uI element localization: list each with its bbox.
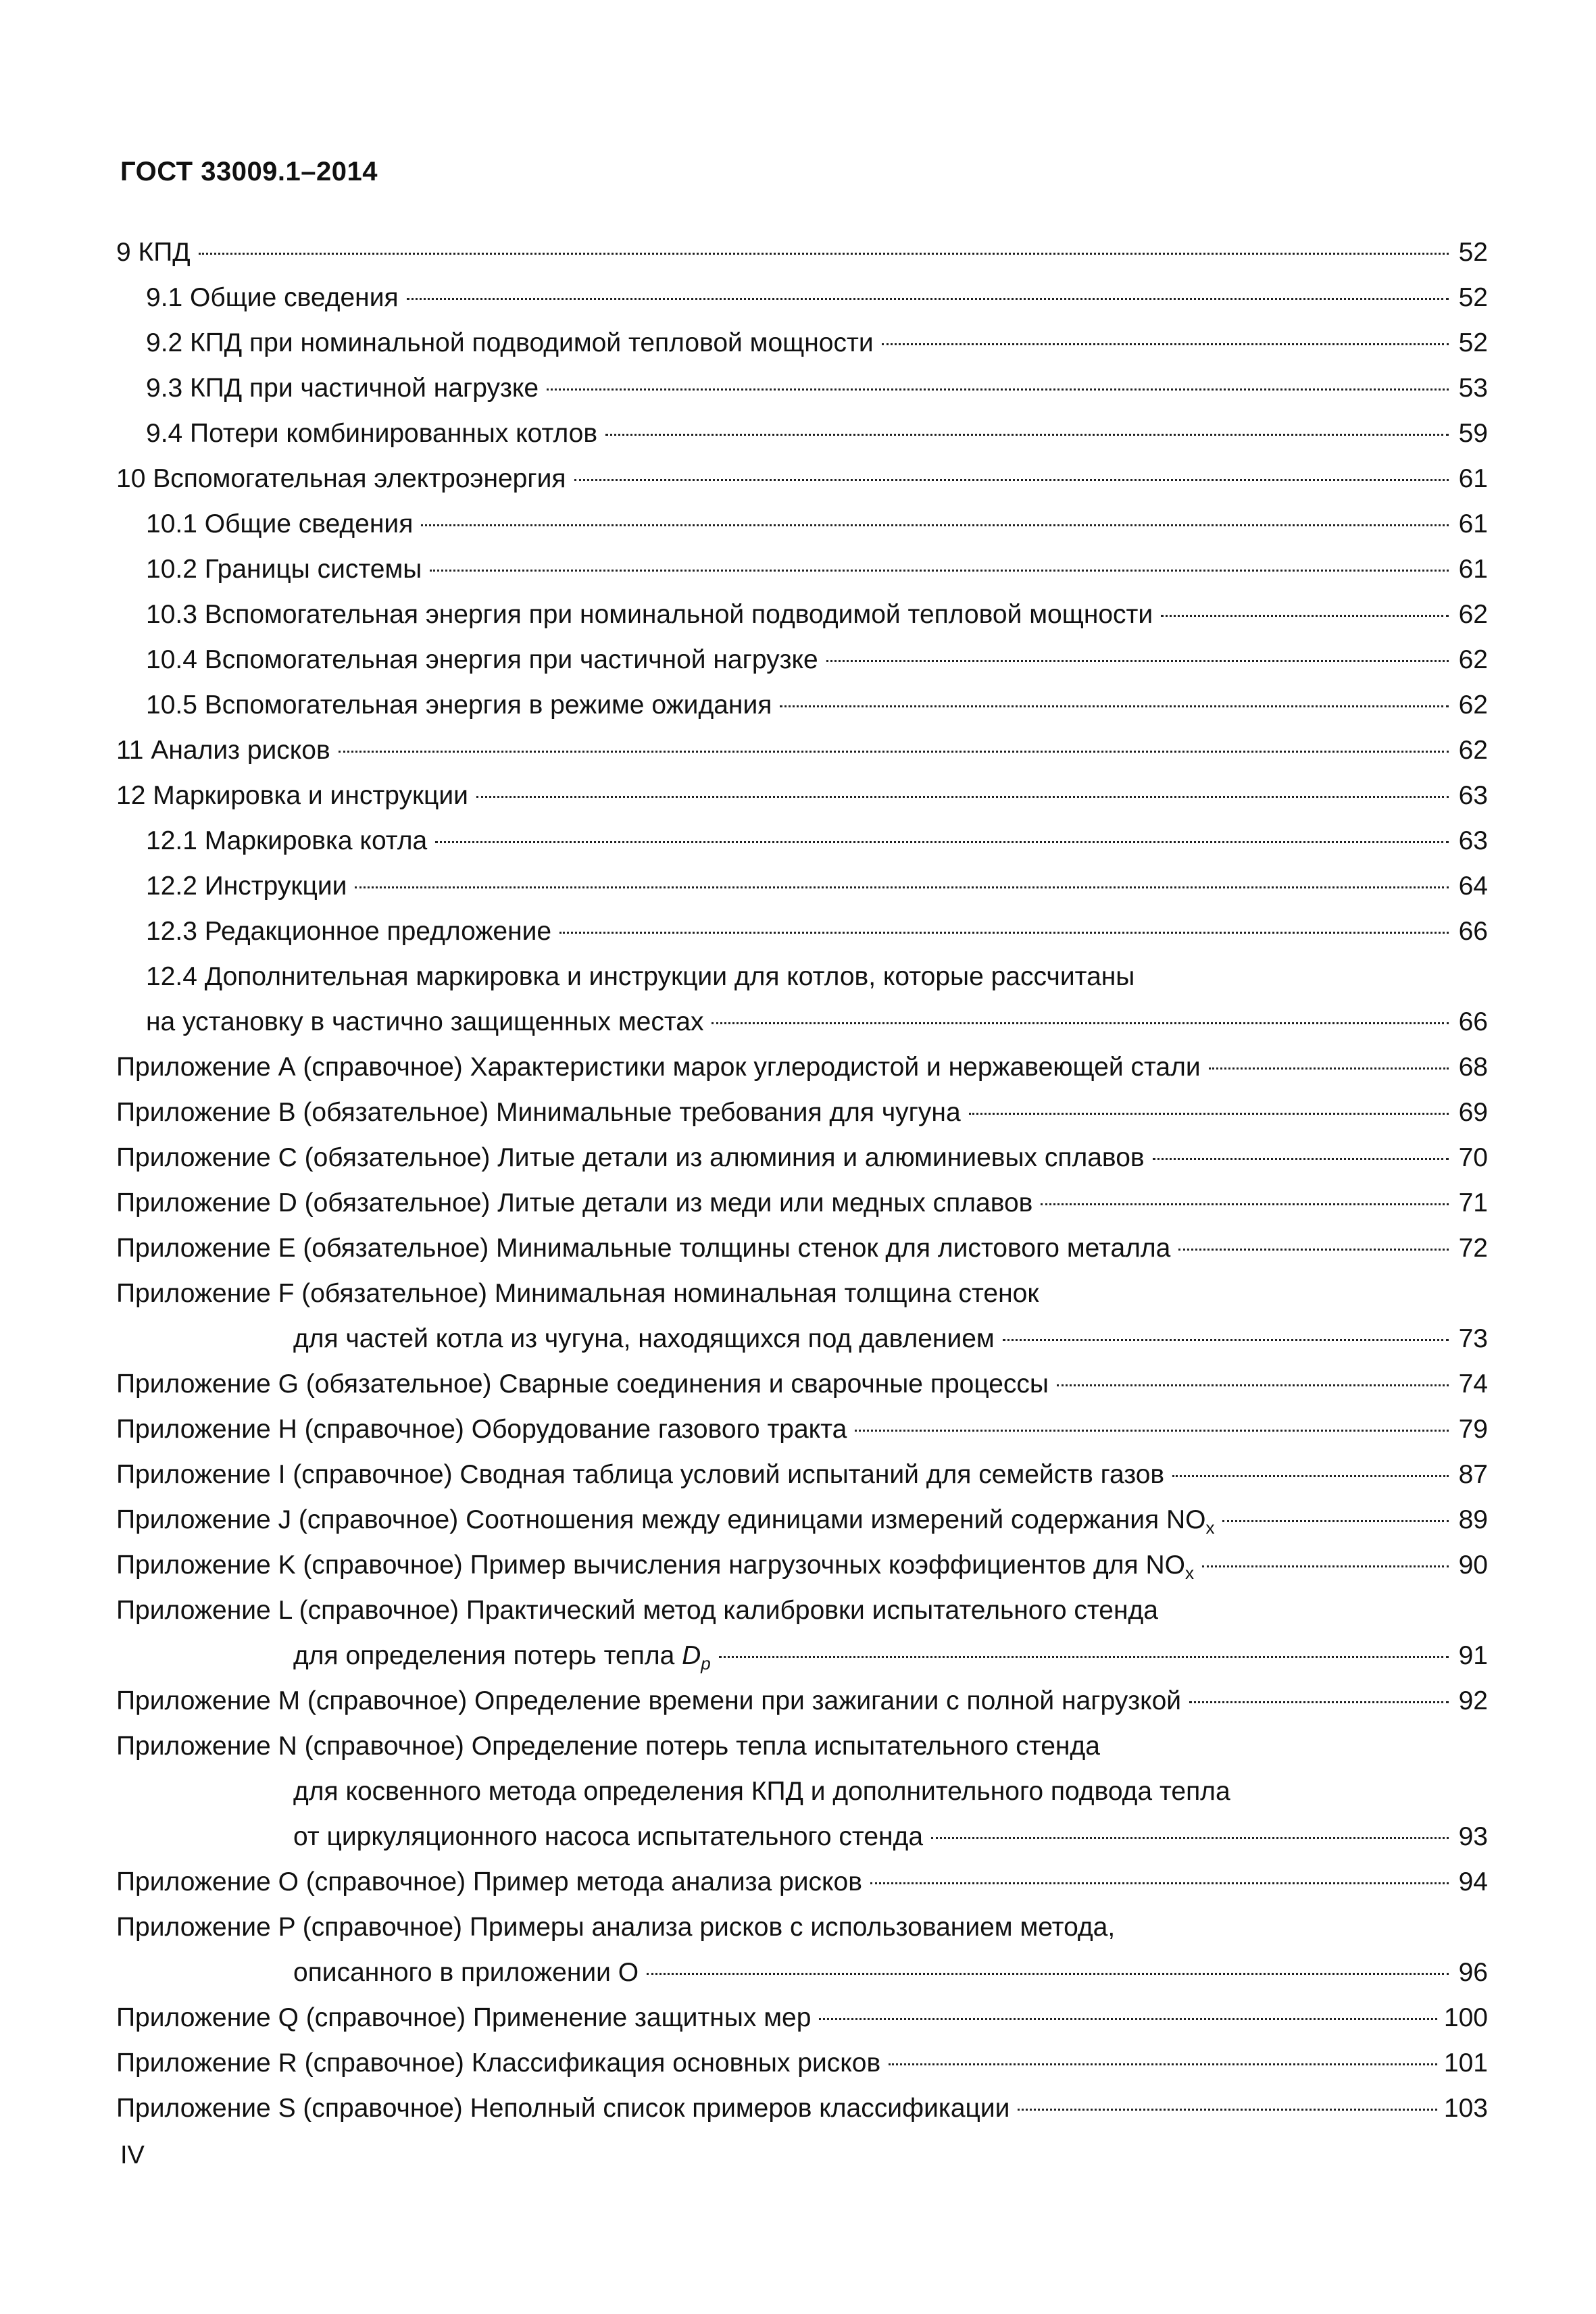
toc-leader-dots bbox=[882, 343, 1449, 345]
toc-item[interactable] bbox=[116, 773, 1488, 818]
toc-leader-dots bbox=[407, 298, 1449, 300]
toc-item-page: 53 bbox=[1458, 374, 1488, 403]
toc-appendix[interactable] bbox=[116, 1361, 1488, 1407]
toc-leader-dots bbox=[476, 796, 1449, 798]
toc-item-first-line[interactable] bbox=[116, 954, 1488, 999]
toc-title-text: Приложение K (справочное) Пример вычисления нагрузочных коэффициентов для NO bbox=[116, 1551, 1185, 1580]
toc-item-title bbox=[116, 1542, 1198, 1588]
toc-item[interactable] bbox=[116, 366, 1488, 411]
toc-item[interactable] bbox=[116, 637, 1488, 682]
toc-leader-dots bbox=[574, 479, 1449, 481]
toc-item-page: 79 bbox=[1458, 1415, 1488, 1444]
toc-item-page: 101 bbox=[1443, 2048, 1488, 2078]
toc-item-title: Приложение L (справочное) Практический метод калибровки испытательного стенда bbox=[116, 1596, 1158, 1625]
toc-item-page: 61 bbox=[1458, 555, 1488, 584]
toc-item-page: 72 bbox=[1458, 1234, 1488, 1263]
toc-item-title-continuation: для косвенного метода определения КПД и дополнительного подвода тепла bbox=[293, 1777, 1230, 1806]
toc-item-page: 66 bbox=[1458, 1007, 1488, 1036]
toc-appendix[interactable] bbox=[116, 1045, 1488, 1090]
page-number: IV bbox=[120, 2141, 145, 2169]
toc-leader-dots bbox=[1222, 1520, 1449, 1522]
toc-item-page: 62 bbox=[1458, 690, 1488, 720]
toc-appendix-first-line[interactable] bbox=[116, 1271, 1488, 1316]
toc-item-page: 70 bbox=[1458, 1143, 1488, 1172]
toc-item-page: 64 bbox=[1458, 872, 1488, 901]
toc-item-page: 61 bbox=[1458, 509, 1488, 538]
toc-leader-dots bbox=[931, 1837, 1449, 1839]
toc-item-title: 12.3 Редакционное предложение bbox=[146, 917, 552, 946]
toc-item-title: Приложение N (справочное) Определение потерь тепла испытательного стенда bbox=[116, 1732, 1100, 1761]
toc-item-title: 11 Анализ рисков bbox=[116, 736, 330, 765]
toc-item-page: 61 bbox=[1458, 464, 1488, 493]
toc-item-title: Приложение М (справочное) Определение времени при зажигании с полной нагрузкой bbox=[116, 1686, 1182, 1715]
toc-item-title-continuation: на установку в частично защищенных местах bbox=[146, 1007, 704, 1036]
subscript: p bbox=[701, 1653, 711, 1674]
toc-leader-dots bbox=[1209, 1067, 1449, 1070]
toc-item-page: 52 bbox=[1458, 328, 1488, 357]
toc-leader-dots bbox=[969, 1113, 1449, 1115]
toc-item-title: Приложение В (обязательное) Минимальные требования для чугуна bbox=[116, 1098, 961, 1127]
toc-item-page: 94 bbox=[1458, 1867, 1488, 1896]
toc-appendix-continuation[interactable] bbox=[116, 1814, 1488, 1859]
toc-appendix[interactable] bbox=[116, 1542, 1488, 1588]
toc-item-title-continuation bbox=[293, 1633, 715, 1678]
document-code-header: ГОСТ 33009.1–2014 bbox=[120, 157, 378, 186]
toc-appendix[interactable] bbox=[116, 1226, 1488, 1271]
toc-leader-dots bbox=[199, 253, 1449, 255]
toc-item[interactable] bbox=[116, 818, 1488, 863]
toc-title-text: для определения потерь тепла bbox=[293, 1641, 675, 1670]
toc-leader-dots bbox=[1202, 1565, 1449, 1567]
toc-item[interactable] bbox=[116, 682, 1488, 728]
toc-item-title: 9.1 Общие сведения bbox=[146, 283, 399, 312]
toc-leader-dots bbox=[1153, 1158, 1449, 1160]
toc-item-title: Приложение F (обязательное) Минимальная номинальная толщина стенок bbox=[116, 1279, 1039, 1308]
toc-item-page: 100 bbox=[1443, 2003, 1488, 2032]
toc-item-title: 10 Вспомогательная электроэнергия bbox=[116, 464, 566, 493]
toc-item-page: 71 bbox=[1458, 1188, 1488, 1217]
subscript: x bbox=[1184, 1563, 1194, 1583]
toc-leader-dots bbox=[559, 932, 1449, 934]
toc-item-title-continuation: от циркуляционного насоса испытательного стенда bbox=[293, 1822, 924, 1851]
toc-appendix-continuation bbox=[116, 1769, 1488, 1814]
toc-leader-dots bbox=[780, 705, 1449, 707]
toc-leader-dots bbox=[826, 660, 1449, 662]
toc-item-title: 9.4 Потери комбинированных котлов bbox=[146, 419, 598, 448]
toc-item-page: 90 bbox=[1458, 1551, 1488, 1580]
toc-item[interactable] bbox=[116, 411, 1488, 456]
toc-item-page: 62 bbox=[1458, 600, 1488, 629]
toc-item[interactable] bbox=[116, 320, 1488, 366]
toc-item-title: Приложение S (справочное) Неполный список примеров классификации bbox=[116, 2094, 1010, 2123]
toc-item-title: 10.5 Вспомогательная энергия в режиме ожидания bbox=[146, 690, 772, 720]
toc-item-page: 73 bbox=[1458, 1324, 1488, 1353]
toc-item-title: 10.2 Границы системы bbox=[146, 555, 422, 584]
toc-item-title: 10.4 Вспомогательная энергия при частичной нагрузке bbox=[146, 645, 818, 674]
toc-item-page: 52 bbox=[1458, 238, 1488, 267]
toc-item-page: 87 bbox=[1458, 1460, 1488, 1489]
toc-item-page: 52 bbox=[1458, 283, 1488, 312]
toc-item-page: 63 bbox=[1458, 781, 1488, 810]
toc-item-title: 10.1 Общие сведения bbox=[146, 509, 414, 538]
toc-leader-dots bbox=[435, 841, 1449, 843]
toc-leader-dots bbox=[430, 570, 1449, 572]
toc-leader-dots bbox=[1161, 615, 1449, 617]
toc-item-title-continuation: для частей котла из чугуна, находящихся под давлением bbox=[293, 1324, 995, 1353]
toc-leader-dots bbox=[712, 1022, 1449, 1024]
toc-leader-dots bbox=[1041, 1203, 1449, 1205]
toc-item-title bbox=[116, 1497, 1218, 1542]
toc-item[interactable] bbox=[116, 592, 1488, 637]
table-of-contents bbox=[116, 230, 1488, 2131]
toc-item-title: 12 Маркировка и инструкции bbox=[116, 781, 468, 810]
toc-item-title: 9.2 КПД при номинальной подводимой тепловой мощности bbox=[146, 328, 874, 357]
toc-leader-dots bbox=[719, 1656, 1449, 1658]
toc-appendix[interactable] bbox=[116, 1090, 1488, 1135]
toc-appendix[interactable] bbox=[116, 1180, 1488, 1226]
toc-item-title: 10.3 Вспомогательная энергия при номинальной подводимой тепловой мощности bbox=[146, 600, 1153, 629]
toc-leader-dots bbox=[421, 524, 1449, 526]
toc-item-continuation[interactable] bbox=[116, 999, 1488, 1045]
toc-item-page: 66 bbox=[1458, 917, 1488, 946]
toc-appendix[interactable] bbox=[116, 1859, 1488, 1905]
toc-leader-dots bbox=[855, 1430, 1449, 1432]
toc-appendix-first-line[interactable] bbox=[116, 1724, 1488, 1769]
toc-appendix-continuation[interactable] bbox=[116, 1316, 1488, 1361]
toc-appendix-continuation[interactable] bbox=[116, 1950, 1488, 1995]
toc-item-title: Приложение Е (обязательное) Минимальные толщины стенок для листового металла bbox=[116, 1234, 1171, 1263]
italic-symbol: D bbox=[682, 1641, 701, 1670]
toc-item-title: Приложение О (справочное) Пример метода анализа рисков bbox=[116, 1867, 862, 1896]
toc-item-title-continuation: описанного в приложении О bbox=[293, 1958, 639, 1987]
toc-item[interactable] bbox=[116, 456, 1488, 501]
toc-item[interactable] bbox=[116, 275, 1488, 320]
toc-leader-dots bbox=[547, 388, 1449, 391]
toc-item-title: Приложение G (обязательное) Сварные соединения и сварочные процессы bbox=[116, 1369, 1049, 1399]
toc-leader-dots bbox=[1003, 1339, 1449, 1341]
toc-item-title: 9 КПД bbox=[116, 238, 191, 267]
toc-item-title: Приложение I (справочное) Сводная таблица условий испытаний для семейств газов bbox=[116, 1460, 1165, 1489]
toc-item[interactable] bbox=[116, 547, 1488, 592]
toc-item-title: Приложение R (справочное) Классификация основных рисков bbox=[116, 2048, 881, 2078]
toc-leader-dots bbox=[1018, 2109, 1437, 2111]
toc-item-page: 74 bbox=[1458, 1369, 1488, 1399]
toc-item[interactable] bbox=[116, 863, 1488, 909]
toc-leader-dots bbox=[647, 1973, 1449, 1975]
toc-item-title: Приложение Q (справочное) Применение защитных мер bbox=[116, 2003, 812, 2032]
toc-appendix-continuation[interactable] bbox=[116, 1633, 1488, 1678]
toc-item-title: 9.3 КПД при частичной нагрузке bbox=[146, 374, 539, 403]
toc-leader-dots bbox=[1189, 1701, 1449, 1703]
subscript: x bbox=[1205, 1517, 1215, 1538]
toc-item-title: 12.1 Маркировка котла bbox=[146, 826, 428, 855]
toc-item-page: 69 bbox=[1458, 1098, 1488, 1127]
toc-appendix[interactable] bbox=[116, 2086, 1488, 2131]
toc-leader-dots bbox=[819, 2018, 1437, 2020]
toc-leader-dots bbox=[1057, 1384, 1449, 1386]
toc-appendix[interactable] bbox=[116, 1497, 1488, 1542]
toc-item-page: 89 bbox=[1458, 1505, 1488, 1534]
toc-item-title: Приложение P (справочное) Примеры анализа рисков с использованием метода, bbox=[116, 1913, 1116, 1942]
toc-item[interactable] bbox=[116, 909, 1488, 954]
toc-item-page: 93 bbox=[1458, 1822, 1488, 1851]
toc-item-page: 96 bbox=[1458, 1958, 1488, 1987]
toc-item-page: 63 bbox=[1458, 826, 1488, 855]
toc-item[interactable] bbox=[116, 501, 1488, 547]
toc-item-page: 62 bbox=[1458, 645, 1488, 674]
toc-item-title: 12.4 Дополнительная маркировка и инструкции для котлов, которые рассчитаны bbox=[146, 962, 1135, 991]
toc-leader-dots bbox=[870, 1882, 1449, 1884]
toc-item-page: 68 bbox=[1458, 1053, 1488, 1082]
toc-item-page: 92 bbox=[1458, 1686, 1488, 1715]
toc-appendix-first-line[interactable] bbox=[116, 1588, 1488, 1633]
toc-leader-dots bbox=[339, 751, 1449, 753]
toc-appendix[interactable] bbox=[116, 1678, 1488, 1724]
toc-leader-dots bbox=[355, 886, 1449, 888]
toc-item-title: Приложение D (обязательное) Литые детали из меди или медных сплавов bbox=[116, 1188, 1033, 1217]
toc-appendix-first-line[interactable] bbox=[116, 1905, 1488, 1950]
toc-title-text: Приложение J (справочное) Соотношения между единицами измерений содержания NO bbox=[116, 1505, 1206, 1534]
toc-leader-dots bbox=[1178, 1249, 1449, 1251]
toc-appendix[interactable] bbox=[116, 1135, 1488, 1180]
toc-item-title: 12.2 Инструкции bbox=[146, 872, 347, 901]
toc-item[interactable] bbox=[116, 230, 1488, 275]
toc-item-title: Приложение А (справочное) Характеристики марок углеродистой и нержавеющей стали bbox=[116, 1053, 1201, 1082]
toc-leader-dots bbox=[1172, 1475, 1449, 1477]
toc-item-page: 91 bbox=[1458, 1641, 1488, 1670]
toc-appendix[interactable] bbox=[116, 1995, 1488, 2040]
toc-appendix[interactable] bbox=[116, 2040, 1488, 2086]
toc-item-page: 62 bbox=[1458, 736, 1488, 765]
toc-appendix[interactable] bbox=[116, 1407, 1488, 1452]
toc-item-page: 59 bbox=[1458, 419, 1488, 448]
toc-leader-dots bbox=[605, 434, 1449, 436]
toc-item-page: 103 bbox=[1443, 2094, 1488, 2123]
toc-item-title: Приложение С (обязательное) Литые детали из алюминия и алюминиевых сплавов bbox=[116, 1143, 1145, 1172]
toc-leader-dots bbox=[889, 2063, 1437, 2065]
toc-item[interactable] bbox=[116, 728, 1488, 773]
toc-item-title: Приложение Н (справочное) Оборудование газового тракта bbox=[116, 1415, 847, 1444]
toc-appendix[interactable] bbox=[116, 1452, 1488, 1497]
